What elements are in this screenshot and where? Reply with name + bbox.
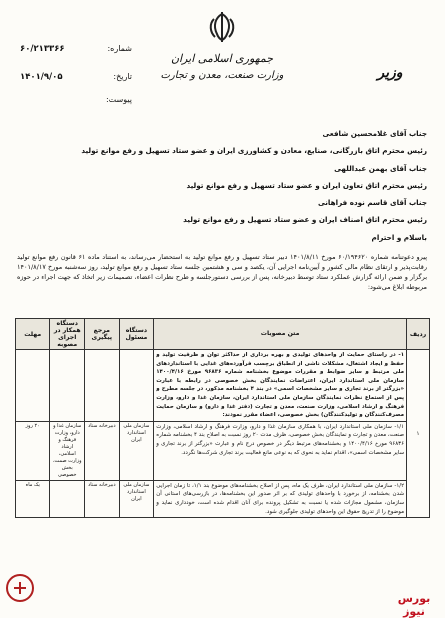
cell-empty: [50, 480, 85, 517]
ministry-title: وزارت صنعت، معدن و تجارت: [160, 70, 284, 81]
addressee-title-3: رئیس محترم اتاق اصناف ایران و عضو ستاد تسهیل و رفع موانع تولید: [183, 215, 427, 224]
table-row: [16, 480, 430, 517]
follow-up-1-2: دبیرخانه ستاد: [85, 480, 120, 517]
cell-empty: [16, 350, 50, 422]
cell-empty: [119, 350, 154, 422]
responsible-1-1: سازمان ملی استاندارد ایران: [119, 421, 154, 480]
minister-title: وزیر: [377, 65, 403, 81]
header-deadline: مهلت: [16, 319, 50, 350]
cell-empty: [50, 350, 85, 422]
table-row: [16, 421, 430, 480]
attachment-label: پیوست:: [105, 95, 132, 104]
iran-emblem-icon: [205, 10, 239, 44]
number-label: شماره:: [107, 44, 132, 53]
addressee-name-1: جناب آقای غلامحسین شافعی: [322, 129, 427, 138]
header-cooperating: دستگاه همکار در اجرای مصوبه: [50, 319, 85, 350]
table-header-row: [16, 319, 430, 350]
header-row-number: ردیف: [407, 319, 430, 350]
resolution-text-1-2: ۱/۲- سازمان ملی استاندارد ایران، ظرف یک ماه، پس از اصلاح بخشنامه‌های موضوع بند ۱/۱، تا زمان اجرایی شدن بخشنامه، از برخورد با واحدهای تولیدی که بر اثر صدور این بخشنامه‌ها، در بازرسی‌های استانی آن سازمان، مشمول مجازات شده یا نسبت به تشکیل پرونده برای آنان اقدام شده است، خودداری نماید و موضوع را از تدریج حقوق این واحدهای تولیدی جلوگیری شود.: [154, 480, 407, 517]
body-paragraph: پیرو دعوتنامه شماره ۶۰/۱۹۴۶۲۰ مورخ ۱۴۰۱/۸/۱۱ دبیر ستاد تسهیل و رفع موانع تولید به استحضار می‌رساند، به استناد ماده ۶۱ قانون رفع موانع تولید رقابت‌پذیر و ارتقای نظام مالی کشور و آیین‌نامه اجرایی آن، یکصد و سی و هشتمین جلسه ستاد تسهیل و رفع موانع تولید، روز سه‌شنبه مورخ ۱۴۰۱/۸/۱۷ برگزار و ضمن ارائه گزارش عملکرد ستاد توسط دبیرخانه، پس از بررسی دستورجلسه و طرح نظرات اعضاء، تصمیمات زیر اتخاذ که جهت اجراء در حوزه مربوطه ابلاغ می‌شود:: [17, 253, 428, 291]
country-title: جمهوری اسلامی ایران: [170, 52, 274, 65]
date-label: تاریخ:: [113, 72, 132, 81]
date-value: ۱۴۰۱/۹/۰۵: [20, 72, 63, 82]
stamp-icon: [4, 572, 36, 604]
number-value: ۶۰/۲۱۳۳۶۶: [20, 44, 65, 54]
table-row: [16, 350, 430, 422]
deadline-1-2: یک ماه: [16, 480, 50, 517]
addressee-name-2: جناب آقای بهمن عبداللهی: [334, 164, 427, 173]
letter-number: [20, 44, 132, 54]
header-resolution-text: متن مصوبات: [154, 319, 407, 350]
responsible-1-2: سازمان ملی استاندارد ایران: [119, 480, 154, 517]
addressee-name-3: جناب آقای قاسم نوده فراهانی: [317, 198, 427, 207]
header-follow-up: مرجع پیگیری: [85, 319, 120, 350]
header-responsible: دستگاه مسئول: [119, 319, 154, 350]
resolution-text-1: ۱- در راستای حمایت از واحدهای تولیدی و بهره برداری از حداکثر توان و ظرفیت تولید و حفظ و ایجاد اشتغال، مشکلات ناشی از انطباق برچسب فرآورده‌های غذایی با استانداردهای ملی مرتبط و سایر ضوابط و مقررات موضوع بخشنامه شماره ۹۶۸۳۶ مورخ ۱۴۰۰/۴/۱۶ سازمان ملی استاندارد ایران، اعتراضات نمایندگان بخش خصوصی در رابطه با عبارت «بزرگتر از برند تجاری و سایر مشخصات اسمی» در بند ۴ بخشنامه مذکور، در جلسه مطرح و پس از استماع نظرات نمایندگان سازمان ملی استاندارد ایران، سازمان غذا و دارو، وزارت فرهنگ و ارشاد اسلامی، وزارت صنعت، معدن و تجارت (دفتر غذا و دارو) و سازمان حمایت مصرف‌کنندگان و تولیدکنندگان) بخش خصوصی، اعضاء مقرر نمودند:: [154, 350, 407, 422]
greeting: باسلام و احترام: [371, 233, 427, 242]
follow-up-1-1: دبیرخانه ستاد: [85, 421, 120, 480]
resolutions-table: [15, 318, 430, 518]
row-number: ۱: [407, 350, 430, 518]
addressee-title-2: رئیس محترم اتاق تعاون ایران و عضو ستاد تسهیل و رفع موانع تولید: [186, 181, 427, 190]
letter-attachment: [20, 95, 132, 104]
cell-empty: [85, 350, 120, 422]
letter-date: [20, 72, 132, 82]
addressee-title-1: رئیس محترم اتاق بازرگانی، صنایع، معادن و کشاورزی ایران و عضو ستاد تسهیل و رفع موانع تولید: [81, 146, 427, 155]
brand-watermark: بورس نیوز: [397, 592, 431, 618]
resolution-text-1-1: ۱/۱- سازمان ملی استاندارد ایران، با همکاری سازمان غذا و دارو، وزارت فرهنگ و ارشاد اسلامی، وزارت صنعت، معدن و تجارت و نمایندگان بخش خصوصی، ظرف مدت ۲۰ روز نسبت به اصلاح بند ۴ بخشنامه شماره ۹۶۸۳۶ مورخ ۱۴۰۰/۴/۱۶ و بخشنامه‌های مرتبط دیگر در خصوص درج نام و عبارت «بزرگتر از برند تجاری و سایر مشخصات اسمی»، اقدام نماید به نحوی که به نوعی مانع فعالیت برند تجاری شرکت‌ها نگردد.: [154, 421, 407, 480]
cooperating-1-1: سازمان غذا و دارو، وزارت فرهنگ و ارشاد اسلامی، وزارت صمت، بخش خصوصی: [50, 421, 85, 480]
deadline-1-1: ۲۰ روز: [16, 421, 50, 480]
